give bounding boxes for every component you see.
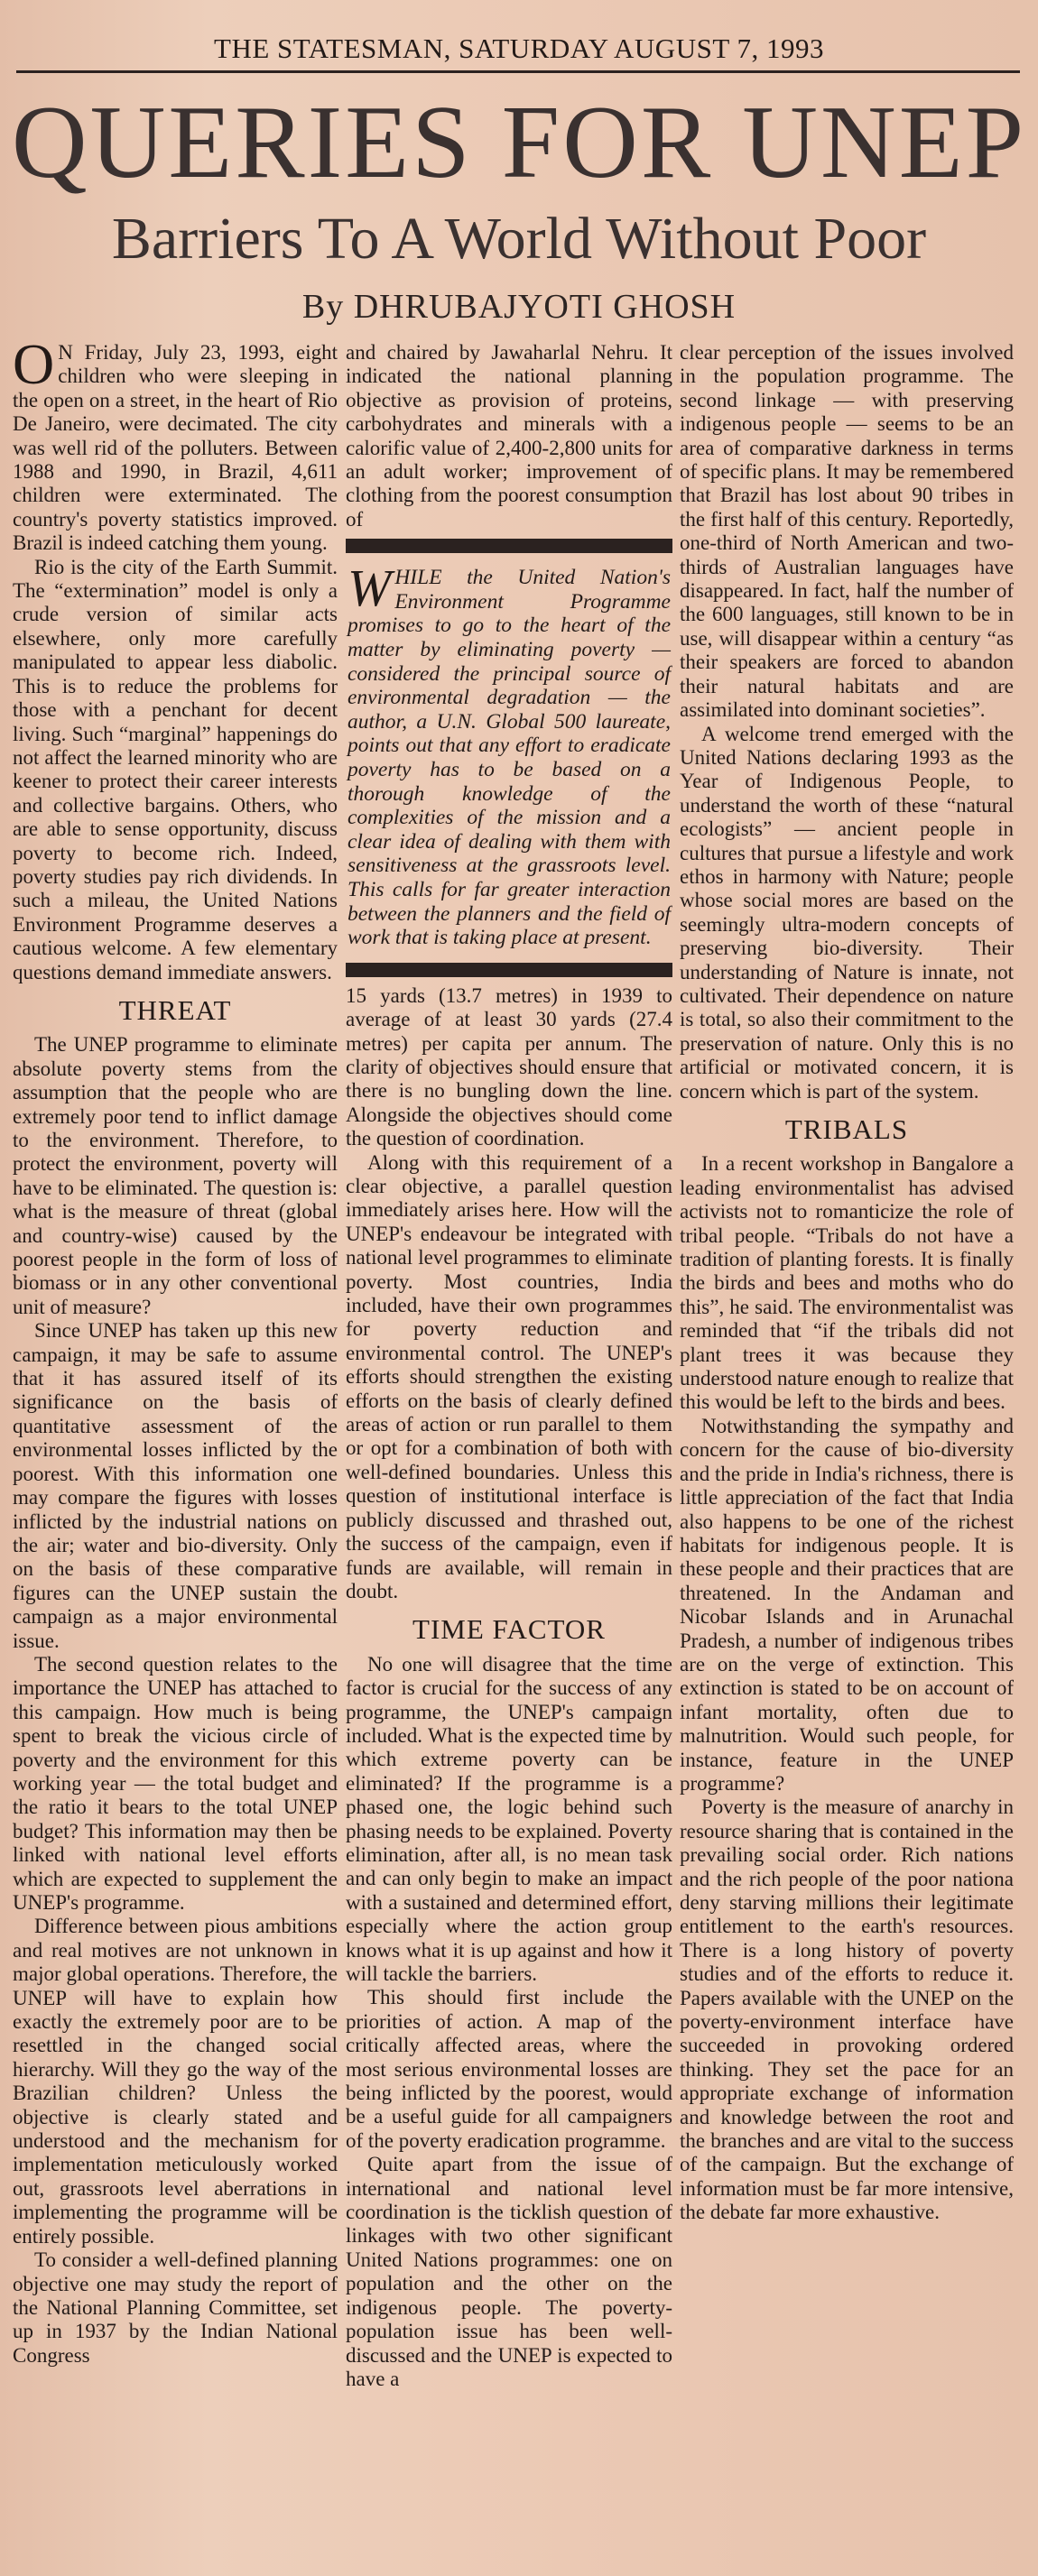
paragraph: Since UNEP has taken up this new campaign, it may be safe to assume that it has assured itself of its significance on the basis of quantitative assessment of the environmental losses inflicted by the poorest. With this information one may compare the figures with losses inflicted by the industrial nations on the air; water and bio-diversity. Only on the basis of these comparative figures can the UNEP sustain the campaign as a major environmental issue. — [13, 1319, 338, 1652]
paragraph: A welcome trend emerged with the United Nations declaring 1993 as the Year of Indigenous People, to understand the worth of these “natural ecologists” — ancient people in cultures that pursue a lifestyle and work ethos in harmony with Nature; people whose social mores are based on the seemingly ultra-modern concepts of preserving bio-diversity. Their understanding of Nature is innate, not cultivated. Their dependence on nature is total, so also their commitment to the preservation of nature. Only this is no artificial or motivated concern, it is concern which is part of the system. — [680, 722, 1014, 1103]
paragraph: The second question relates to the importance the UNEP has attached to this campaign. How much is being spent to break the vicious circle of poverty and the environment for this working year — the total budget and the ratio it bears to the total UNEP budget? This information may then be linked with national level efforts which are expected to supplement the UNEP's programme. — [13, 1652, 338, 1914]
pull-quote-text: HILE the United Nation's Environment Programme promises to go to the heart of the matter by eliminating poverty — considered the principal source of environmental degradation — the author, a U.N. Global 500 laureate, points out that any effort to eradicate poverty has to be based on a thorough knowledge of the complexities of the mission and a clear idea of dealing with them with sensitiveness at the grassroots level. This calls for far greater interaction between the planners and the field of work that is taking place at present. — [348, 566, 671, 950]
article-column-1 — [13, 341, 338, 2552]
section-heading-tribals: TRIBALS — [784, 1113, 909, 1145]
paragraph: No one will disagree that the time factor is crucial for the success of any programme, the UNEP's campaign included. What is the expected time by which extreme poverty can be eliminated? If the programme is a phased one, the logic behind such phasing needs to be explained. Poverty elimination, after all, is no mean task and can only begin to make an impact with a sustained and determined effort, especially where the action group knows what it is up against and how it will tackle the barriers. — [346, 1652, 672, 1985]
paragraph — [13, 341, 338, 556]
article-column-2 — [346, 341, 672, 2552]
paragraph-text: N Friday, July 23, 1993, eight children who were sleeping in the open on a street, in the heart of Rio De Janeiro, were decimated. The city was well rid of the polluters. Between 1988 and 1990, in Brazil, 4,611 children were exterminated. The country's poverty statistics improved. Brazil is indeed catching them young. — [13, 341, 338, 555]
pullquote-rule-bottom — [346, 963, 672, 977]
paragraph: clear perception of the issues involved in the population programme. The second linkage — with preserving indigenous people — seems to be an area of comparative darkness in terms of specific plans. It may be remembered that Brazil has lost about 90 tribes in the first half of this century. Reportedly, one-third of North American and two-thirds of Australian languages have disappeared. In fact, half the number of the 600 languages, still known to be in use, will disappear within a century “as their speakers are forced to abandon their natural habitats and are assimilated into dominant societies”. — [680, 341, 1014, 722]
section-heading-time-factor: TIME FACTOR — [412, 1613, 606, 1646]
subheadline: Barriers To A World Without Poor — [111, 206, 927, 272]
pull-quote — [346, 560, 672, 956]
dateline-rule — [16, 70, 1020, 73]
headline: QUERIES FOR UNEP — [11, 85, 1027, 200]
section-heading-threat: THREAT — [118, 993, 232, 1026]
paragraph: To consider a well-defined planning objective one may study the report of the National Planning Committee, set up in 1937 by the Indian National Congress — [13, 2248, 338, 2367]
paragraph: 15 yards (13.7 metres) in 1939 to average of at least 30 yards (27.4 metres) per capita per annum. The clarity of objectives should ensure that there is no bungling down the line. Alongside the objectives should come the question of coordination. — [346, 983, 672, 1150]
dateline: THE STATESMAN, SATURDAY AUGUST 7, 1993 — [214, 32, 824, 64]
drop-cap: O — [13, 341, 55, 396]
pullquote-rule-top — [346, 539, 672, 553]
paragraph: and chaired by Jawaharlal Nehru. It indicated the national planning objective as provision of proteins, carbohydrates and minerals with a calorific value of 2,400-2,800 units for an adult worker; improvement of clothing from the poorest consumption of — [346, 341, 672, 531]
paragraph: The UNEP programme to eliminate absolute poverty stems from the assumption that the people who are extremely poor tend to inflict damage to the environment. Therefore, to protect the environment, poverty will have to be eliminated. The question is: what is the measure of threat (global and country-wise) caused by the poorest people in the form of loss of biomass or in any other conventional unit of measure? — [13, 1033, 338, 1318]
paragraph: Quite apart from the issue of international and national level coordination is the ticklish question of linkages with two other significant United Nations programmes: one on population and the other on the indigenous people. The poverty-population issue has been well-discussed and the UNEP is expected to have a — [346, 2153, 672, 2390]
paragraph: Poverty is the measure of anarchy in resource sharing that is contained in the prevailing social order. Rich nations and the rich people of the poor nationa deny starving millions their legitimate entitlement to the earth's resources. There is a long history of poverty studies and of the efforts to reduce it. Papers available with the UNEP on the poverty-environment interface have succeeded in provoking ordered thinking. They set the pace for an appropriate exchange of information and knowledge between the root and the branches and are vital to the success of the campaign. But the exchange of information must be far more intensive, the debate far more exhaustive. — [680, 1796, 1014, 2224]
byline: By DHRUBAJYOTI GHOSH — [301, 288, 737, 326]
paragraph: Rio is the city of the Earth Summit. The “extermination” model is only a crude version of similar acts elsewhere, only more carefully manipulated to appear less diabolic. This is to reduce the problems for those with a penchant for decent living. Such “marginal” happenings do not affect the learned minority who are keener to protect their career interests and collective bargains. Others, who are able to sense opportunity, discuss poverty to become rich. Indeed, poverty studies pay rich dividends. In such a mileau, the United Nations Environment Programme deserves a cautious welcome. A few elementary questions demand immediate answers. — [13, 555, 338, 983]
paragraph: Notwithstanding the sympathy and concern for the cause of bio-diversity and the pride in India's richness, there is little appreciation of the fact that India also happens to be one of the richest habitats for indigenous people. It is these people and their practices that are threatened. In the Andaman and Nicobar Islands and in Arunachal Pradesh, a number of indigenous tribes are on the verge of extinction. This extinction is stated to be on account of infant mortality, often due to malnutrition. Would such people, for instance, feature in the UNEP programme? — [680, 1414, 1014, 1795]
paragraph: In a recent workshop in Bangalore a leading environmentalist has advised activists not to romanticize the role of tribal people. “Tribals do not have a tradition of planting forests. It is finally the birds and bees and moths who do this”, he said. The environmentalist was reminded that “if the tribals did not plant trees it was because they understood nature enough to realize that this would be left to the birds and bees. — [680, 1152, 1014, 1414]
article-column-3 — [680, 341, 1014, 2552]
paragraph: Along with this requirement of a clear objective, a parallel question immediately arises here. How will the UNEP's endeavour be integrated with national level programmes to eliminate poverty. Most countries, India included, have their own programmes for poverty reduction and environmental control. The UNEP's efforts should strengthen the existing efforts on the basis of clearly defined areas of action or run parallel to them or opt for a combination of both with well-defined boundaries. Unless this question of institutional interface is publicly discussed and thrashed out, the success of the campaign, even if funds are available, will remain in doubt. — [346, 1150, 672, 1602]
pull-quote-cap: W — [348, 559, 392, 618]
paragraph: This should first include the priorities of action. A map of the critically affected areas, where the most serious environmental losses are being inflicted by the poorest, would be a useful guide for all campaigners of the poverty eradication programme. — [346, 1986, 672, 2152]
paragraph: Difference between pious ambitions and real motives are not unknown in major global operations. Therefore, the UNEP will have to explain how exactly the extremely poor are to be resettled in the changed social hierarchy. Will they go the way of the Brazilian children? Unless the objective is clearly stated and understood and the mechanism for implementation meticulously worked out, grassroots level aberrations in implementing the programme will be entirely possible. — [13, 1915, 338, 2248]
